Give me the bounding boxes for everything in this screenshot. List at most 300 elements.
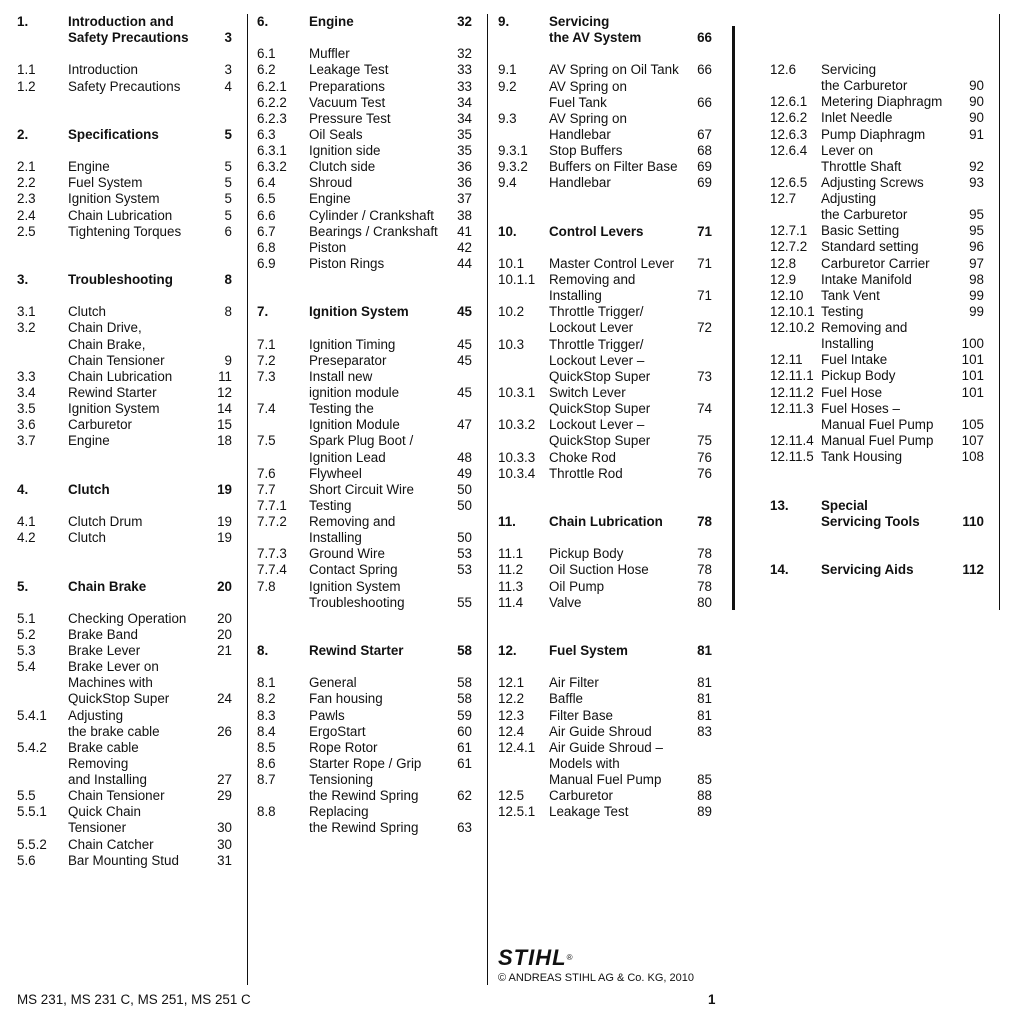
page-ref: 20 [217,579,232,594]
section-title: Short Circuit Wire [309,482,414,497]
toc-entry [0,627,1023,643]
section-title: Chain Tensioner [68,788,165,803]
section-number: 2.1 [17,159,36,174]
page-ref: 95 [969,207,984,222]
page-ref: 50 [457,498,472,513]
section-number: 12.11 [770,352,803,367]
section-title: Air Guide Shroud [549,724,652,739]
section-number: 7.7.3 [257,546,287,561]
section-number: 12.4 [498,724,525,739]
section-number: 6.4 [257,175,276,190]
section-title: Bearings / Crankshaft [309,224,438,239]
section-number: 6.5 [257,191,276,206]
section-title: Chain Brake, [68,337,146,352]
section-title: Throttle Trigger/ [549,337,644,352]
section-number: 6.2.2 [257,95,287,110]
section-number: 10.3.2 [498,417,536,432]
section-title: Intake Manifold [821,272,912,287]
page-ref: 78 [697,562,712,577]
section-title: Valve [549,595,582,610]
section-title: ErgoStart [309,724,366,739]
section-title: Checking Operation [68,611,187,626]
page-ref: 78 [697,579,712,594]
section-title: AV Spring on [549,79,627,94]
section-number: 12.11.1 [770,368,814,383]
section-number: 2. [17,127,29,142]
section-number: 12.11.5 [770,449,814,464]
section-title: Lockout Lever – [549,353,645,368]
section-title: Replacing [309,804,369,819]
page-ref: 35 [457,143,472,158]
section-title: Pickup Body [549,546,624,561]
section-title: Tightening Torques [68,224,182,239]
page-ref: 78 [697,514,712,529]
section-title: Removing and [549,272,636,287]
page-ref: 20 [217,627,232,642]
page-ref: 50 [457,530,472,545]
section-number: 10.3 [498,337,525,352]
section-number: 12.6.2 [770,110,808,125]
section-number: 10. [498,224,517,239]
toc-entry [0,78,1023,94]
section-title: Clutch [68,530,106,545]
column-divider-bold [732,26,735,610]
page-ref: 30 [217,837,232,852]
section-title: Pump Diaphragm [821,127,926,142]
page-ref: 12 [217,385,232,400]
toc-section-heading [0,562,1023,578]
section-number: 6.9 [257,256,276,271]
section-title: Fuel System [549,643,628,658]
section-title: Engine [68,433,110,448]
section-number: 11.1 [498,546,524,561]
page-ref: 105 [961,417,984,432]
page-ref: 63 [457,820,472,835]
section-title: Ignition System [68,191,160,206]
toc-entry [0,143,1023,159]
section-title: Removing and [309,514,396,529]
section-number: 11.2 [498,562,524,577]
page-ref: 32 [457,14,472,29]
section-number: 8.5 [257,740,276,755]
section-title: Oil Suction Hose [549,562,649,577]
toc-entry [0,675,1023,691]
section-title: the Carburetor [821,207,908,222]
section-number: 6.3.1 [257,143,287,158]
page-ref: 14 [217,401,232,416]
page-ref: 19 [217,530,232,545]
page-ref: 71 [697,224,712,239]
section-number: 7.5 [257,433,276,448]
toc-entry [0,288,1023,304]
toc-entry [0,837,1023,853]
section-title: Testing [821,304,864,319]
toc-entry [0,191,1023,207]
page-ref: 19 [217,482,232,497]
section-title: Chain Lubrication [549,514,663,529]
page-ref: 90 [969,78,984,93]
section-title: Fan housing [309,691,383,706]
page-ref: 67 [697,127,712,142]
section-title: Removing and [821,320,908,335]
section-number: 7.8 [257,579,276,594]
page-ref: 71 [697,256,712,271]
page-ref: 31 [217,853,232,868]
section-number: 5.6 [17,853,36,868]
section-number: 6.3.2 [257,159,287,174]
section-title: QuickStop Super [549,401,651,416]
section-title: Rope Rotor [309,740,378,755]
page-ref: 85 [697,772,712,787]
section-number: 1.1 [17,62,36,77]
section-title: Testing [309,498,352,513]
section-title: Filter Base [549,708,613,723]
section-title: Ignition System [309,579,401,594]
section-title: Clutch side [309,159,376,174]
toc-entry [0,756,1023,772]
page-ref: 95 [969,223,984,238]
section-title: Introduction [68,62,138,77]
section-title: QuickStop Super [68,691,170,706]
section-title: Leakage Test [549,804,629,819]
toc-entry [0,46,1023,62]
section-title: Lockout Lever [549,320,634,335]
section-title: Ignition System [68,401,160,416]
page-ref: 42 [457,240,472,255]
page-ref: 72 [697,320,712,335]
page-ref: 5 [224,175,232,190]
page-ref: 91 [969,127,984,142]
section-title: Installing [821,336,874,351]
section-title: Manual Fuel Pump [821,417,934,432]
section-title: Adjusting Screws [821,175,924,190]
toc-entry [0,449,1023,465]
section-number: 6.2.1 [257,79,287,94]
section-number: 6.7 [257,224,276,239]
model-list: MS 231, MS 231 C, MS 251, MS 251 C [17,992,251,1007]
section-title: Inlet Needle [821,110,893,125]
section-title: Manual Fuel Pump [821,433,934,448]
section-number: 4.1 [17,514,36,529]
section-number: 5.1 [17,611,36,626]
toc-entry [0,530,1023,546]
section-number: 3.5 [17,401,36,416]
page-ref: 21 [217,643,232,658]
section-number: 9.2 [498,79,517,94]
section-number: 10.3.3 [498,450,536,465]
page-ref: 45 [457,353,472,368]
section-number: 5.5 [17,788,36,803]
toc-entry [0,611,1023,627]
section-title: Fuel Hoses – [821,401,900,416]
section-title: Clutch [68,482,110,497]
section-number: 2.4 [17,208,36,223]
page-ref: 66 [697,95,712,110]
section-number: 3.1 [17,304,36,319]
section-title: Brake Band [68,627,138,642]
section-number: 12.7.2 [770,239,808,254]
page-ref: 37 [457,191,472,206]
section-title: Air Filter [549,675,599,690]
section-number: 5.4 [17,659,36,674]
section-number: 12.7.1 [770,223,808,238]
section-title: Oil Seals [309,127,363,142]
page-ref: 18 [217,433,232,448]
section-title: Engine [309,14,354,29]
section-number: 12.10 [770,288,804,303]
toc-section-heading [0,498,1023,514]
stihl-logo: STIHL® [498,945,574,970]
section-title: Adjusting [821,191,877,206]
page-ref: 20 [217,611,232,626]
section-number: 5.5.2 [17,837,47,852]
section-number: 3.6 [17,417,36,432]
section-number: 12.5 [498,788,525,803]
toc-entry [0,659,1023,675]
section-title: Clutch Drum [68,514,143,529]
section-title: Tank Housing [821,449,903,464]
section-title: Ignition Timing [309,337,396,352]
page-ref: 47 [457,417,472,432]
section-title: Special [821,498,868,513]
page-ref: 15 [217,417,232,432]
page-ref: 83 [697,724,712,739]
page-ref: 34 [457,95,472,110]
section-number: 9.4 [498,175,517,190]
section-title: Fuel System [68,175,143,190]
section-title: Fuel Hose [821,385,883,400]
page-ref: 88 [697,788,712,803]
section-number: 5. [17,579,29,594]
section-number: 1. [17,14,29,29]
page-ref: 90 [969,94,984,109]
section-title: Fuel Intake [821,352,888,367]
section-title: Starter Rope / Grip [309,756,422,771]
toc-entry [0,820,1023,836]
section-title: the Rewind Spring [309,788,419,803]
section-title: the Rewind Spring [309,820,419,835]
page-ref: 108 [961,449,984,464]
toc-entry [0,223,1023,239]
page-ref: 66 [697,62,712,77]
section-number: 5.4.1 [17,708,47,723]
toc-entry [0,110,1023,126]
page-ref: 33 [457,62,472,77]
page-ref: 73 [697,369,712,384]
page-ref: 36 [457,159,472,174]
section-number: 12.1 [498,675,525,690]
section-number: 6.2.3 [257,111,287,126]
page-ref: 107 [961,433,984,448]
section-number: 2.3 [17,191,36,206]
page-ref: 24 [217,691,232,706]
section-title: Muffler [309,46,350,61]
page-ref: 76 [697,450,712,465]
section-title: Servicing [821,62,877,77]
section-title: the AV System [549,30,642,45]
column-divider [999,14,1000,610]
section-title: Introduction and [68,14,174,29]
section-title: AV Spring on Oil Tank [549,62,679,77]
toc-section-heading [0,30,1023,46]
page-ref: 32 [457,46,472,61]
section-title: Flywheel [309,466,362,481]
toc-section-heading [0,14,1023,30]
section-number: 12.6.5 [770,175,808,190]
section-title: Cylinder / Crankshaft [309,208,435,223]
section-title: QuickStop Super [549,369,651,384]
section-title: Installing [309,530,362,545]
section-number: 10.3.4 [498,466,536,481]
page-ref: 97 [969,256,984,271]
section-title: Fuel Tank [549,95,607,110]
section-number: 14. [770,562,789,577]
page-ref: 78 [697,546,712,561]
toc-entry [0,788,1023,804]
section-title: Rewind Starter [68,385,157,400]
section-title: Standard setting [821,239,919,254]
toc-entry [0,304,1023,320]
toc-entry [0,724,1023,740]
page-ref: 3 [224,62,232,77]
section-number: 6.2 [257,62,276,77]
section-number: 12.11.3 [770,401,814,416]
section-number: 7.3 [257,369,276,384]
section-number: 12.10.2 [770,320,815,335]
page-ref: 81 [697,691,712,706]
section-number: 12.11.4 [770,433,814,448]
page-ref: 49 [457,466,472,481]
section-title: Handlebar [549,127,611,142]
section-number: 10.3.1 [498,385,536,400]
section-number: 11. [498,514,516,529]
section-title: Ignition System [309,304,409,319]
section-title: Chain Brake [68,579,147,594]
section-title: Throttle Trigger/ [549,304,644,319]
toc-entry [0,433,1023,449]
section-number: 7.7.1 [257,498,287,513]
section-number: 7.2 [257,353,276,368]
section-number: 7.7.4 [257,562,287,577]
toc-entry [0,546,1023,562]
toc-entry [0,804,1023,820]
section-number: 8.1 [257,675,276,690]
section-title: Carburetor Carrier [821,256,930,271]
page-ref: 112 [962,562,984,577]
page-ref: 5 [224,159,232,174]
toc-section-heading [0,643,1023,659]
section-number: 7.7 [257,482,276,497]
section-number: 12.3 [498,708,525,723]
section-number: 12.2 [498,691,525,706]
page-ref: 27 [217,772,232,787]
section-title: Shroud [309,175,353,190]
section-number: 6.6 [257,208,276,223]
section-number: 12.4.1 [498,740,536,755]
toc-entry [0,368,1023,384]
page-ref: 62 [457,788,472,803]
column-divider [247,14,248,985]
toc-entry [0,352,1023,368]
section-title: Ground Wire [309,546,385,561]
page-ref: 38 [457,208,472,223]
page-ref: 44 [457,256,472,271]
section-title: Basic Setting [821,223,900,238]
column-divider [487,14,488,985]
section-number: 1.2 [17,79,36,94]
section-title: Control Levers [549,224,644,239]
section-title: Brake cable [68,740,139,755]
section-title: Servicing Aids [821,562,914,577]
section-title: Preseparator [309,353,387,368]
section-number: 8. [257,643,269,658]
page-ref: 110 [962,514,984,529]
section-title: the brake cable [68,724,160,739]
section-title: QuickStop Super [549,433,651,448]
toc-entry [0,595,1023,611]
page-ref: 61 [457,740,472,755]
page-ref: 101 [961,385,984,400]
section-title: Troubleshooting [309,595,405,610]
section-number: 10.1.1 [498,272,536,287]
section-title: Carburetor [68,417,133,432]
toc-entry [0,482,1023,498]
section-number: 12.6.3 [770,127,808,142]
section-number: 6.8 [257,240,276,255]
page-ref: 41 [457,224,472,239]
toc-entry [0,417,1023,433]
page-ref: 89 [697,804,712,819]
page-ref: 100 [961,336,984,351]
section-title: Chain Tensioner [68,353,165,368]
section-number: 7.7.2 [257,514,287,529]
page-ref: 4 [224,79,232,94]
page-ref: 99 [969,288,984,303]
section-number: 11.3 [498,579,524,594]
section-title: Pressure Test [309,111,391,126]
toc-entry [0,94,1023,110]
section-title: Quick Chain [68,804,141,819]
section-title: Safety Precautions [68,79,181,94]
section-title: Carburetor [549,788,614,803]
section-number: 3. [17,272,29,287]
section-number: 3.2 [17,320,36,335]
section-number: 2.5 [17,224,36,239]
section-title: Chain Catcher [68,837,154,852]
page-ref: 6 [224,224,232,239]
section-number: 5.3 [17,643,36,658]
page-ref: 71 [697,288,712,303]
page-ref: 68 [697,143,712,158]
section-number: 7.4 [257,401,276,416]
section-number: 2.2 [17,175,36,190]
page-ref: 81 [697,675,712,690]
section-number: 3.3 [17,369,36,384]
section-number: 8.8 [257,804,276,819]
section-title: Safety Precautions [68,30,189,45]
page-ref: 81 [697,708,712,723]
section-title: the Carburetor [821,78,908,93]
page-ref: 11 [218,369,232,384]
section-number: 12.6.1 [770,94,808,109]
page-ref: 61 [457,756,472,771]
toc-entry [0,159,1023,175]
page-ref: 48 [457,450,472,465]
page-ref: 76 [697,466,712,481]
page-ref: 53 [457,546,472,561]
section-title: AV Spring on [549,111,627,126]
page-ref: 90 [969,110,984,125]
